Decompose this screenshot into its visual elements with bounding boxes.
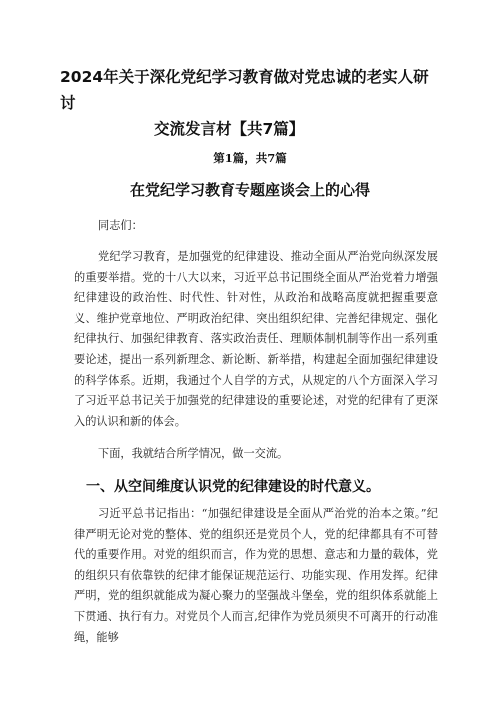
salutation: 同志们： <box>98 219 143 232</box>
section-heading-1: 一、从空间维度认识党的纪律建设的时代意义。 <box>86 479 380 495</box>
document-title <box>60 64 440 142</box>
article-index: 第1篇，共7篇 <box>213 151 287 165</box>
paragraph-2: 下面，我就结合所学情况，做一交流。 <box>98 447 289 460</box>
document-title-line1: 2024年关于深化党纪学习教育做对党忠诚的老实人研讨 <box>60 68 429 112</box>
document-title-line2: 交流发言材【共7篇】 <box>154 120 305 138</box>
paragraph-1: 党纪学习教育，是加强党的纪律建设、推动全面从严治党向纵深发展的重要举措。党的十八大以来，习近平总书记围绕全面从严治党着力增强纪律建设的政治性、时代性、针对性，从政治和战略高度就把握重要意义、维护党章地位、严明政治纪律、突出组织纪律、完善纪律规定、强化纪律执行、加强纪律教育、落实政治责任、理顺体制机制等作出一系列重要论述，提出一系列新理念、新论断、新举措，构建起全面加强纪律建设的科学体系。近期，我通过个人自学的方式，从规定的八个方面深入学习了习近平总书记关于加强党的纪律建设的重要论述，对党的纪律有了更深入的认识和新的体会。 <box>74 250 438 428</box>
paragraph-3: 习近平总书记指出：“加强纪律建设是全面从严治党的治本之策。”纪律严明无论对党的整体、党的组织还是党员个人，党的纪律都具有不可替代的重要作用。对党的组织而言，作为党的思想、意志和力量的载体，党的组织只有依靠铁的纪律才能保证规范运行、功能实现、作用发挥。纪律严明，党的组织就能成为凝心聚力的坚强战斗堡垒，党的组织体系就能上下贯通、执行有力。对党员个人而言,纪律作为党员须臾不可离开的行动准绳，能够 <box>74 507 438 644</box>
article-title: 在党纪学习教育专题座谈会上的心得 <box>129 181 370 199</box>
